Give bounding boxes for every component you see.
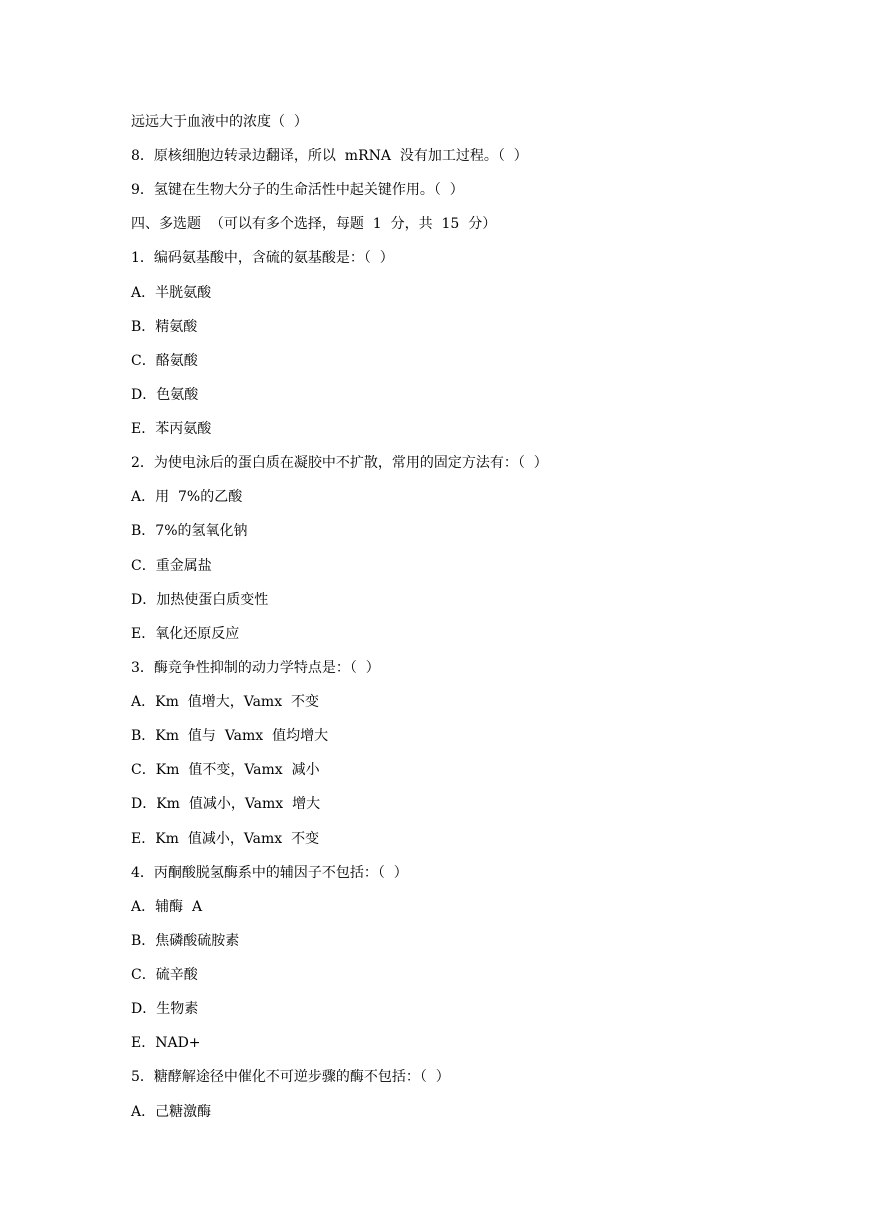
option-text: C．重金属盐 [131, 558, 212, 574]
option-text: B．精氨酸 [131, 319, 198, 335]
question-text: 1．编码氨基酸中，含硫的氨基酸是：（ ） [131, 250, 394, 266]
option-text: B．Km 值与 Vamx 值均增大 [131, 728, 329, 744]
option-text: D．色氨酸 [131, 387, 199, 403]
option-text: E．NAD+ [131, 1035, 201, 1051]
text-line: 远远大于血液中的浓度（ ） [131, 114, 308, 130]
option-text: C．酪氨酸 [131, 353, 198, 369]
option-text: D．Km 值减小，Vamx 增大 [131, 796, 321, 812]
option-text: E．苯丙氨酸 [131, 421, 212, 437]
option-text: D．生物素 [131, 1001, 199, 1017]
option-text: A．用 7%的乙酸 [131, 489, 243, 505]
option-text: B．7%的氢氧化钠 [131, 523, 248, 539]
option-text: E．Km 值减小，Vamx 不变 [131, 831, 320, 847]
option-text: A．辅酶 A [131, 899, 203, 915]
question-text: 2．为使电泳后的蛋白质在凝胶中不扩散，常用的固定方法有：（ ） [131, 455, 548, 471]
option-text: B．焦磷酸硫胺素 [131, 933, 240, 949]
option-text: C．硫辛酸 [131, 967, 198, 983]
option-text: A．己糖激酶 [131, 1104, 212, 1120]
question-text: 3．酶竞争性抑制的动力学特点是：（ ） [131, 660, 380, 676]
option-text: A．半胱氨酸 [131, 285, 212, 301]
text-line: 8．原核细胞边转录边翻译，所以 mRNA 没有加工过程。（ ） [131, 148, 528, 164]
question-text: 4．丙酮酸脱氢酶系中的辅因子不包括：（ ） [131, 865, 408, 881]
question-text: 5．糖酵解途径中催化不可逆步骤的酶不包括：（ ） [131, 1069, 450, 1085]
option-text: C．Km 值不变，Vamx 减小 [131, 762, 320, 778]
option-text: D．加热使蛋白质变性 [131, 592, 269, 608]
option-text: A．Km 值增大，Vamx 不变 [131, 694, 319, 710]
option-text: E．氧化还原反应 [131, 626, 240, 642]
text-line: 9．氢键在生物大分子的生命活性中起关键作用。（ ） [131, 182, 464, 198]
section-heading: 四、多选题 （可以有多个选择，每题 1 分，共 15 分） [131, 216, 497, 232]
